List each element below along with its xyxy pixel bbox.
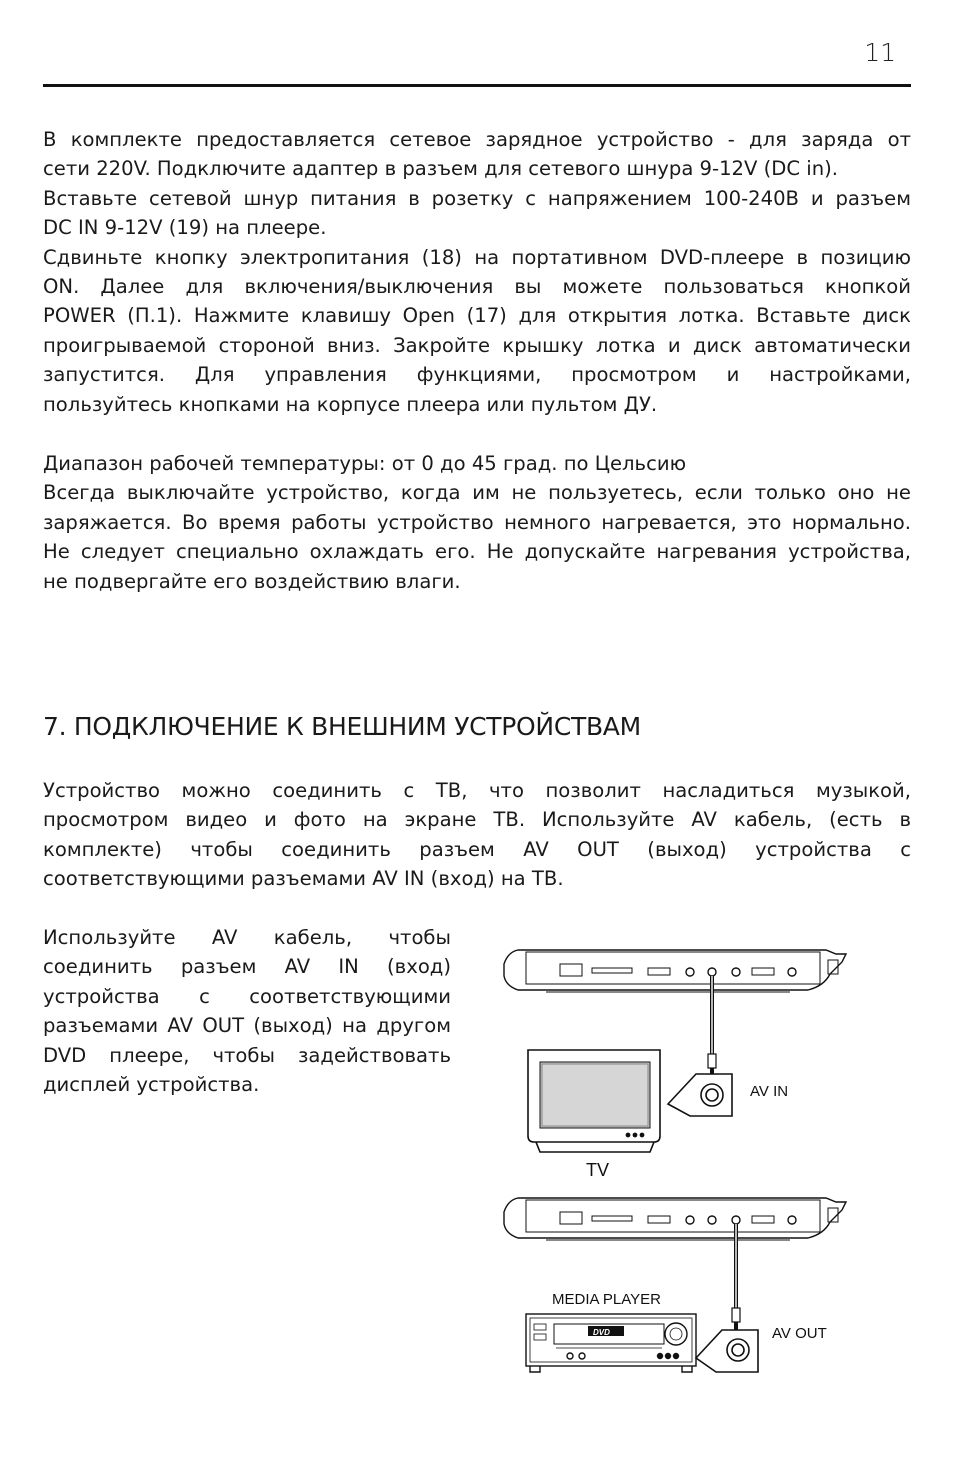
text-line: Используйте AV кабель, чтобы bbox=[43, 926, 451, 949]
text-line: Не следует специально охлаждать его. Не допускайте нагревания устройства, bbox=[43, 540, 911, 564]
av-cable-top bbox=[708, 976, 716, 1076]
intro-paragraph bbox=[43, 125, 911, 419]
text-line: проигрываемой стороной вниз. Закройте крышку лотка и диск автоматически bbox=[43, 333, 911, 357]
text-line: разъемами AV OUT (выход) на другом bbox=[43, 1014, 451, 1038]
header-rule bbox=[43, 84, 911, 87]
text-line: пользуйтесь кнопками на корпусе плеера или пультом ДУ. bbox=[43, 392, 658, 416]
text-line: Вставьте сетевой шнур питания в розетку с напряжением 100-240В и разъем bbox=[43, 186, 911, 210]
text-line: Всегда выключайте устройство, когда им не пользуетесь, если только оно не bbox=[43, 481, 911, 505]
av-out-label: AV OUT bbox=[772, 1325, 827, 1342]
dvd-badge: DVD bbox=[593, 1328, 610, 1337]
dvd-link-paragraph bbox=[43, 923, 451, 1099]
tv-illustration bbox=[528, 1050, 660, 1152]
connection-paragraph bbox=[43, 776, 911, 894]
av-out-callout bbox=[696, 1330, 758, 1372]
text-line: комплекте) чтобы соединить разъем AV OUT (выход) устройства с bbox=[43, 837, 911, 861]
portable-player-top bbox=[504, 950, 846, 992]
text-line: не подвергайте его воздействию влаги. bbox=[43, 569, 461, 593]
text-line: просмотром видео и фото на экране ТВ. Используйте AV кабель, (есть в bbox=[43, 808, 911, 832]
text-line: POWER (П.1). Нажмите клавишу Open (17) для открытия лотка. Вставьте диск bbox=[43, 304, 911, 328]
text-line: заряжается. Во время работы устройство немного нагревается, это нормально. bbox=[43, 510, 911, 534]
text-line: ON. Далее для включения/выключения вы можете пользоваться кнопкой bbox=[43, 275, 911, 299]
text-line: запустится. Для управления функциями, просмотром и настройками, bbox=[43, 363, 911, 387]
care-paragraph bbox=[43, 449, 911, 596]
section-heading: 7. ПОДКЛЮЧЕНИЕ К ВНЕШНИМ УСТРОЙСТВАМ bbox=[43, 712, 641, 741]
text-line: Диапазон рабочей температуры: от 0 до 45 град. по Цельсию bbox=[43, 452, 687, 475]
text-line: соответствующими разъемами AV IN (вход) на ТВ. bbox=[43, 867, 564, 891]
text-line: DVD плеере, чтобы задействовать bbox=[43, 1043, 451, 1067]
text-line: Сдвиньте кнопку электропитания (18) на портативном DVD-плеере в позицию bbox=[43, 245, 911, 269]
page-number: 11 bbox=[864, 38, 896, 67]
text-line: сети 220V. Подключите адаптер в разъем для сетевого шнура 9-12V (DC in). bbox=[43, 157, 839, 181]
connection-diagram bbox=[490, 930, 870, 1390]
text-line: дисплей устройства. bbox=[43, 1073, 260, 1097]
portable-player-bottom bbox=[504, 1198, 846, 1240]
media-player-label: MEDIA PLAYER bbox=[552, 1291, 661, 1308]
media-player-illustration bbox=[526, 1314, 696, 1372]
text-line: DC IN 9-12V (19) на плеере. bbox=[43, 216, 327, 240]
av-in-label: AV IN bbox=[750, 1083, 789, 1100]
text-line: Устройство можно соединить с ТВ, что позволит насладиться музыкой, bbox=[43, 779, 911, 802]
text-line: соединить разъем AV IN (вход) bbox=[43, 955, 451, 979]
tv-label: TV bbox=[586, 1160, 610, 1180]
text-line: устройства с соответствующими bbox=[43, 984, 451, 1008]
av-in-callout bbox=[668, 1074, 732, 1116]
text-line: В комплекте предоставляется сетевое зарядное устройство - для заряда от bbox=[43, 128, 911, 151]
